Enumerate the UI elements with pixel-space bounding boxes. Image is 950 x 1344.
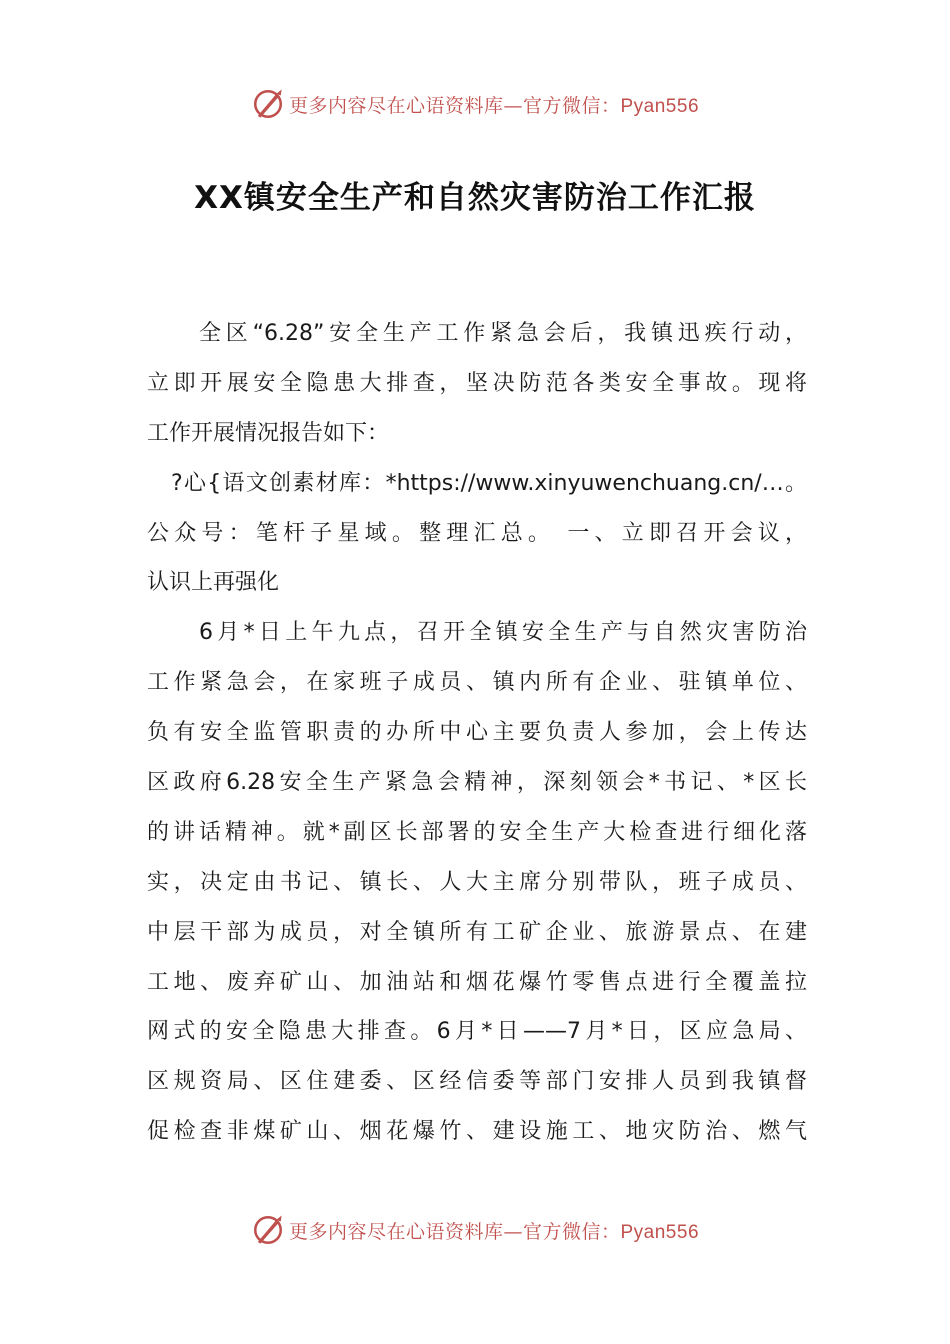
body-line: 负有安全监管职责的办所中心主要负责人参加，会上传达 (147, 720, 807, 746)
body-line: 工作紧急会，在家班子成员、镇内所有企业、驻镇单位、 (147, 670, 807, 696)
header-banner (0, 84, 950, 124)
header-banner-text: 更多内容尽在心语资料库—官方微信：Pyan556 (288, 94, 700, 117)
body-line: 网式的安全隐患大排查。6月*日——7月*日，区应急局、 (147, 1019, 807, 1045)
quill-logo-icon (251, 1213, 285, 1247)
document-title: XX镇安全生产和自然灾害防治工作汇报 (194, 180, 756, 216)
body-line: 立即开展安全隐患大排查，坚决防范各类安全事故。现将 (147, 370, 807, 396)
body-line: 全区“6.28”安全生产工作紧急会后，我镇迅疾行动， (199, 321, 807, 346)
section-heading-line: 认识上再强化 (147, 570, 280, 596)
body-line: 实，决定由书记、镇长、人大主席分别带队，班子成员、 (147, 869, 807, 895)
header-banner-handle: Pyan556 (620, 95, 700, 117)
body-line: 区规资局、区住建委、区经信委等部门安排人员到我镇督 (147, 1069, 807, 1095)
body-line: 工作开展情况报告如下： (147, 420, 390, 446)
footer-banner-handle: Pyan556 (620, 1221, 700, 1243)
footer-banner-text: 更多内容尽在心语资料库—官方微信：Pyan556 (288, 1220, 700, 1243)
body-line: 6月*日上午九点，召开全镇安全生产与自然灾害防治 (199, 620, 807, 646)
body-line: 促检查非煤矿山、烟花爆竹、建设施工、地灾防治、燃气 (147, 1119, 807, 1145)
body-line-source-note: ?心{语文创素材库：*https://www.xinyuwenchuang.cn/…。 (171, 470, 807, 496)
body-line: 公众号：笔杆子星域。整理汇总。 一、立即召开会议， (147, 520, 807, 546)
body-line: 工地、废弃矿山、加油站和烟花爆竹零售点进行全覆盖拉 (147, 969, 807, 995)
quill-logo-icon (251, 87, 285, 121)
body-line: 区政府6.28安全生产紧急会精神，深刻领会*书记、*区长 (147, 770, 807, 796)
footer-banner (0, 1210, 950, 1250)
body-line: 中层干部为成员，对全镇所有工矿企业、旅游景点、在建 (147, 919, 807, 945)
document-body (147, 309, 807, 1157)
body-line: 的讲话精神。就*副区长部署的安全生产大检查进行细化落 (147, 819, 807, 845)
